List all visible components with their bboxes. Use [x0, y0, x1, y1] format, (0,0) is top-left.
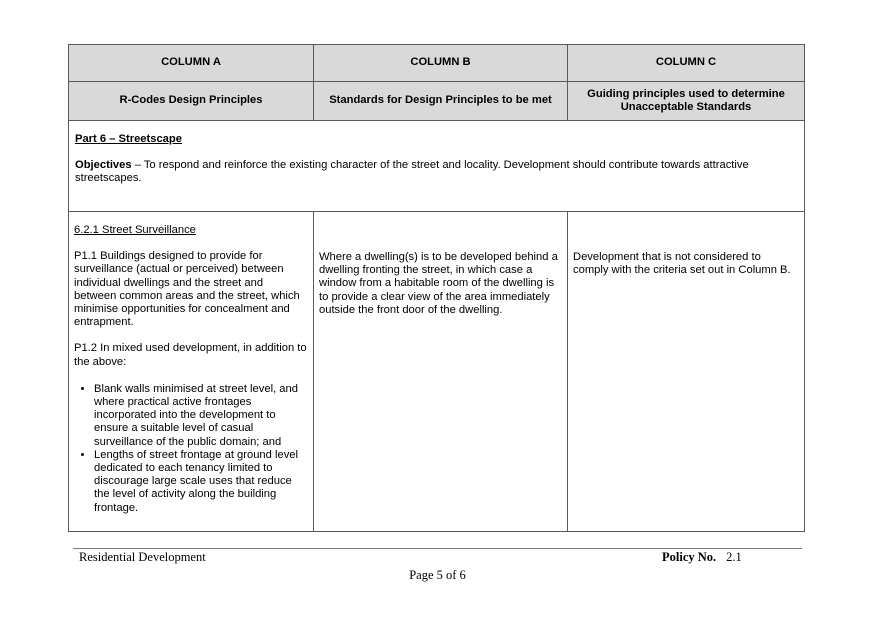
- objectives-text: – To respond and reinforce the existing character of the street and locality. Development should contribute towards attractive streetscapes.: [75, 159, 749, 185]
- section-title: 6.2.1 Street Surveillance: [74, 224, 196, 236]
- column-b-standard: Where a dwelling(s) is to be developed behind a dwelling fronting the street, in which case a window from a habitable room of the dwelling is to provide a clear view of the area immediately outside the front door of the dwelling.: [319, 251, 558, 316]
- principle-p1-2: P1.2 In mixed used development, in addition to the above:: [74, 342, 307, 368]
- footer-divider: [73, 548, 802, 549]
- policy-table: [68, 44, 805, 532]
- column-c-cell: [568, 212, 805, 532]
- objectives-label: Objectives: [75, 159, 132, 172]
- column-b-header: COLUMN B: [314, 45, 568, 82]
- column-b-cell: [314, 212, 568, 532]
- part-row: [69, 121, 805, 212]
- column-c-header: COLUMN C: [568, 45, 805, 82]
- list-item: • Blank walls minimised at street level, and where practical active frontages incorporated into the development to ensure a suitable level of casual surveillance of the public domain; and: [94, 383, 308, 449]
- column-a-cell: [69, 212, 314, 532]
- column-header-row: [69, 45, 805, 82]
- list-item: • Lengths of street frontage at ground level dedicated to each tenancy limited to discourage large scale uses that reduce the level of activity along the building frontage.: [94, 449, 308, 515]
- policy-label: Policy No.: [662, 550, 717, 564]
- footer-document-title: Residential Development: [79, 550, 206, 564]
- part-cell: [69, 121, 805, 212]
- column-a-subheader: R-Codes Design Principles: [69, 82, 314, 121]
- objectives-paragraph: [75, 159, 798, 185]
- column-c-subheader: Guiding principles used to determine Unacceptable Standards: [568, 82, 805, 121]
- column-a-header: COLUMN A: [69, 45, 314, 82]
- column-c-guideline: Development that is not considered to comply with the criteria set out in Column B.: [573, 251, 791, 277]
- column-b-subheader: Standards for Design Principles to be met: [314, 82, 568, 121]
- principle-p1-1: P1.1 Buildings designed to provide for surveillance (actual or perceived) between individual dwellings and the street and between common areas and the street, which minimise opportunities for concealment and entrapment.: [74, 250, 300, 329]
- footer-policy: [662, 550, 742, 565]
- page-number: Page 5 of 6: [409, 568, 466, 582]
- principle-bullet-list: [74, 383, 308, 515]
- part-title: Part 6 – Streetscape: [75, 133, 182, 145]
- column-subheader-row: [69, 82, 805, 121]
- section-row: [69, 212, 805, 532]
- policy-number: 2.1: [726, 550, 742, 564]
